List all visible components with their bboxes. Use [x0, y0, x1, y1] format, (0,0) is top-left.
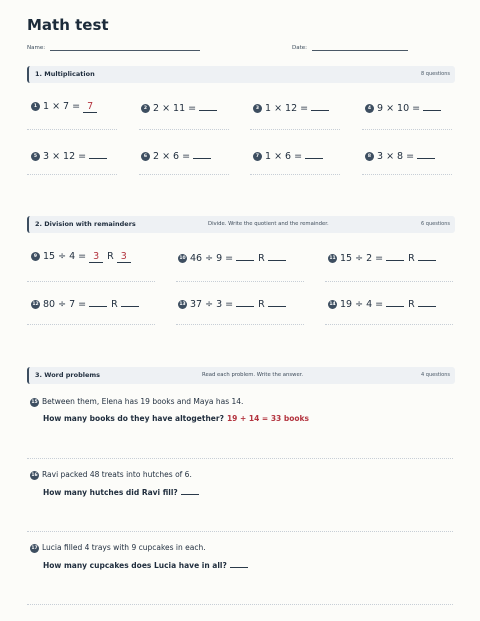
problem-text: Between them, Elena has 19 books and Maya has 14.: [42, 397, 244, 406]
problem-number: 17: [31, 545, 38, 551]
question-count: 6 questions: [421, 221, 450, 227]
answer-field[interactable]: [89, 149, 107, 159]
remainder-label: R: [258, 253, 265, 264]
work-line: [27, 129, 117, 130]
problem-text: 1 × 12 =: [265, 103, 309, 114]
section-header-division: [27, 216, 455, 233]
problem-text: 2 × 11 =: [153, 103, 197, 114]
problem-number: 3: [253, 104, 262, 113]
problem-text: 3 × 8 =: [377, 151, 415, 162]
question-count: 4 questions: [421, 372, 450, 378]
answer-field[interactable]: [305, 149, 323, 159]
page-title: Math test: [27, 16, 109, 34]
problem-1: [31, 101, 97, 113]
remainder-field[interactable]: [268, 297, 286, 307]
section-instructions: Read each problem. Write the answer.: [202, 372, 304, 378]
work-line: [325, 281, 453, 282]
problem-number: 11: [329, 256, 336, 261]
work-line: [176, 324, 304, 325]
work-line: [325, 324, 453, 325]
quotient-field[interactable]: [89, 297, 107, 307]
answer-field[interactable]: [423, 101, 441, 111]
quotient-field[interactable]: [236, 297, 254, 307]
remainder-field[interactable]: [418, 251, 436, 261]
answer-field[interactable]: 7: [83, 101, 97, 113]
work-line: [27, 604, 453, 605]
problem-10: [178, 251, 286, 264]
work-line: [176, 281, 304, 282]
section-title: 2. Division with remainders: [35, 220, 136, 228]
problem-number: 1: [31, 102, 40, 111]
answer-field[interactable]: [230, 560, 248, 568]
problem-12: [31, 297, 139, 310]
section-title: 3. Word problems: [35, 371, 101, 379]
problem-number: 8: [365, 152, 374, 161]
work-line: [362, 129, 452, 130]
problem-16: [30, 470, 192, 480]
answer-field[interactable]: [417, 149, 435, 159]
work-line: [250, 174, 340, 175]
problem-text: 3 × 12 =: [43, 151, 87, 162]
work-line: [362, 174, 452, 175]
section-header-multiplication: [27, 66, 455, 83]
remainder-field[interactable]: 3: [117, 251, 131, 263]
section-header-word-problems: [27, 367, 455, 384]
problem-17: [30, 543, 206, 553]
section-instructions: Divide. Write the quotient and the remainder.: [208, 221, 329, 227]
remainder-field[interactable]: [121, 297, 139, 307]
remainder-field[interactable]: [418, 297, 436, 307]
problem-8: [365, 149, 435, 162]
remainder-field[interactable]: [268, 251, 286, 261]
work-line: [250, 129, 340, 130]
problem-text: Lucia filled 4 trays with 9 cupcakes in each.: [42, 543, 206, 552]
question-text: How many cupcakes does Lucia have in all?: [43, 561, 227, 570]
problem-number: 9: [31, 252, 40, 261]
answer-field[interactable]: [181, 487, 199, 495]
work-line: [27, 458, 453, 459]
remainder-label: R: [258, 299, 265, 310]
problem-number: 13: [179, 302, 186, 307]
problem-13: [178, 297, 286, 310]
question-text: How many hutches did Ravi fill?: [43, 488, 178, 497]
problem-text: 15 ÷ 4 =: [43, 251, 87, 262]
question-count: 8 questions: [421, 71, 450, 77]
remainder-label: R: [107, 251, 114, 262]
work-line: [27, 281, 155, 282]
name-field[interactable]: [50, 50, 200, 51]
work-line: [139, 174, 229, 175]
problem-15: [30, 397, 243, 407]
problem-5: [31, 149, 107, 162]
problem-6: [141, 149, 211, 162]
answer-field[interactable]: [311, 101, 329, 111]
problem-2: [141, 101, 217, 114]
problem-text: Ravi packed 48 treats into hutches of 6.: [42, 470, 192, 479]
problem-text: 9 × 10 =: [377, 103, 421, 114]
problem-text: 46 ÷ 9 =: [190, 253, 234, 264]
problem-text: 80 ÷ 7 =: [43, 299, 87, 310]
work-line: [139, 129, 229, 130]
quotient-field[interactable]: [386, 251, 404, 261]
problem-number: 15: [31, 399, 38, 405]
work-line: [27, 531, 453, 532]
answer-field[interactable]: [199, 101, 217, 111]
problem-number: 12: [32, 302, 39, 307]
problem-number: 6: [141, 152, 150, 161]
remainder-label: R: [408, 299, 415, 310]
problem-text: 2 × 6 =: [153, 151, 191, 162]
problem-14: [328, 297, 436, 310]
problem-text: 1 × 6 =: [265, 151, 303, 162]
problem-text: 19 ÷ 4 =: [340, 299, 384, 310]
problem-question: [43, 560, 248, 570]
name-label: Name:: [27, 45, 46, 51]
problem-11: [328, 251, 436, 264]
problem-number: 2: [141, 104, 150, 113]
remainder-label: R: [111, 299, 118, 310]
quotient-field[interactable]: [236, 251, 254, 261]
problem-number: 10: [179, 256, 186, 261]
work-line: [27, 324, 155, 325]
date-field[interactable]: [312, 50, 408, 51]
answer-field[interactable]: [193, 149, 211, 159]
problem-question: [43, 487, 199, 497]
problem-question: [43, 414, 309, 423]
problem-text: 37 ÷ 3 =: [190, 299, 234, 310]
problem-text: 1 × 7 =: [43, 101, 81, 112]
remainder-label: R: [408, 253, 415, 264]
question-text: How many books do they have altogether?: [43, 414, 224, 423]
problem-text: 15 ÷ 2 =: [340, 253, 384, 264]
problem-number: 4: [365, 104, 374, 113]
quotient-field[interactable]: 3: [89, 251, 103, 263]
problem-9: [31, 251, 131, 263]
problem-3: [253, 101, 329, 114]
section-title: 1. Multiplication: [35, 70, 95, 78]
answer-field[interactable]: 19 + 14 = 33 books: [226, 414, 309, 423]
problem-7: [253, 149, 323, 162]
problem-number: 14: [329, 302, 336, 307]
work-line: [27, 174, 117, 175]
problem-number: 16: [31, 472, 38, 478]
problem-4: [365, 101, 441, 114]
problem-number: 7: [253, 152, 262, 161]
quotient-field[interactable]: [386, 297, 404, 307]
problem-number: 5: [31, 152, 40, 161]
date-label: Date:: [292, 45, 307, 51]
